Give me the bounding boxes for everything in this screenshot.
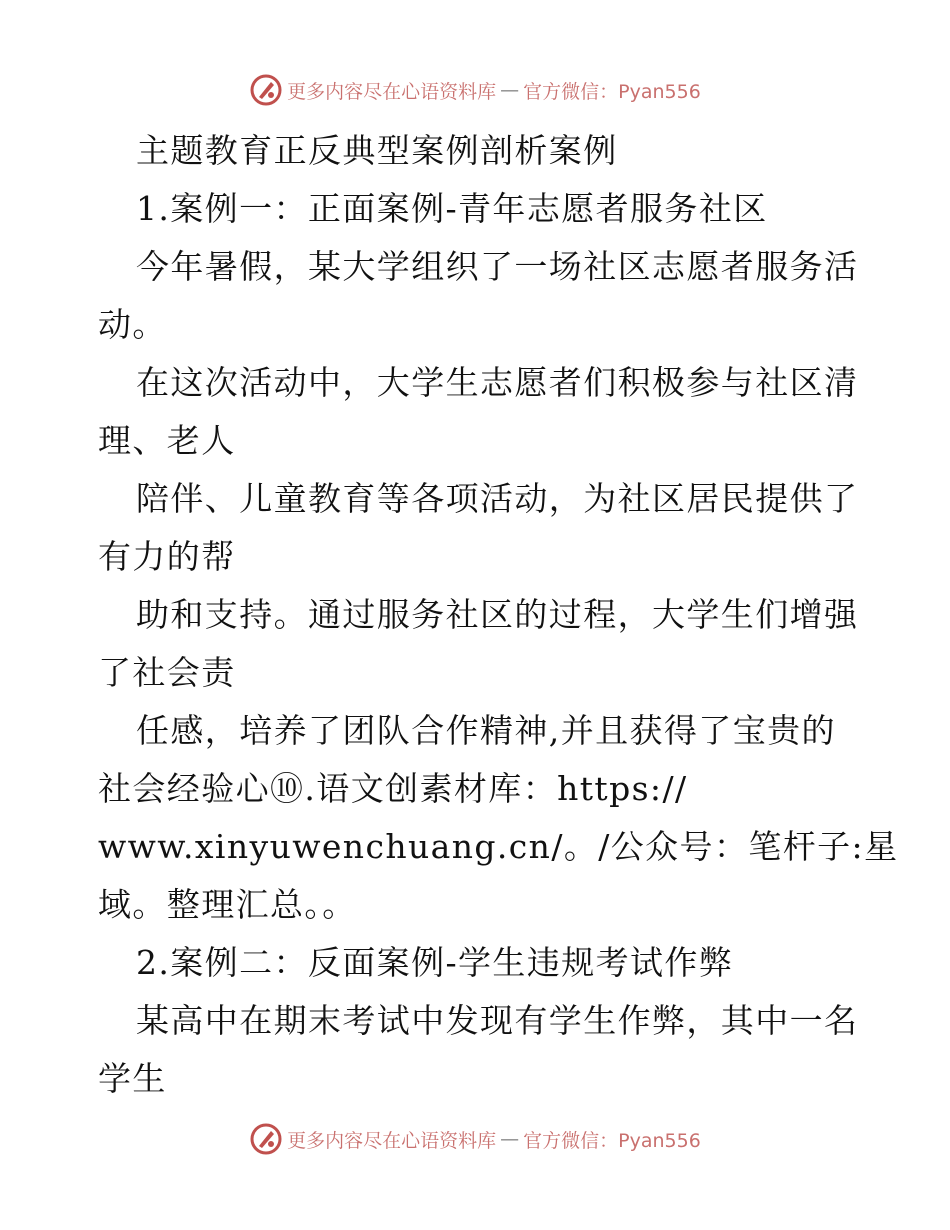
text-line: 主题教育正反典型案例剖析案例 [136, 131, 618, 170]
text-line: 任感，培养了团队合作精神,并且获得了宝贵的 [136, 711, 836, 750]
text-line: 有力的帮 [98, 537, 236, 576]
text-line: 社会经验心⑩.语文创素材库：https:// [98, 769, 688, 808]
text-line: 理、老人 [98, 421, 236, 460]
banner-contact-text: 官方微信：Pyan556 [523, 80, 701, 103]
brand-logo-icon [249, 73, 283, 107]
banner-separator: — [500, 79, 520, 101]
text-line: 某高中在期末考试中发现有学生作弊，其中一名 [136, 1001, 859, 1040]
banner-contact-text: 官方微信：Pyan556 [523, 1129, 701, 1152]
text-line: 动。 [98, 305, 167, 344]
text-line: 了社会责 [98, 653, 236, 692]
header-banner [0, 68, 950, 112]
document-body [98, 122, 899, 1108]
banner-brand-text: 更多内容尽在心语资料库 [287, 1129, 497, 1152]
text-line: 在这次活动中，大学生志愿者们积极参与社区清 [136, 363, 859, 402]
banner-brand-text: 更多内容尽在心语资料库 [287, 80, 497, 103]
banner-separator: — [500, 1128, 520, 1150]
text-line: 助和支持。通过服务社区的过程，大学生们增强 [136, 595, 859, 634]
brand-logo-icon [249, 1122, 283, 1156]
footer-banner [0, 1117, 950, 1161]
text-line: 今年暑假，某大学组织了一场社区志愿者服务活 [136, 247, 859, 286]
text-line: 2.案例二：反面案例-学生违规考试作弊 [136, 943, 734, 982]
text-line: 1.案例一：正面案例-青年志愿者服务社区 [136, 189, 768, 228]
text-line: 学生 [98, 1059, 167, 1098]
text-line: www.xinyuwenchuang.cn/。/公众号：笔杆子:星 [98, 827, 899, 866]
text-line: 陪伴、儿童教育等各项活动，为社区居民提供了 [136, 479, 859, 518]
text-line: 域。整理汇总。。 [98, 885, 357, 924]
